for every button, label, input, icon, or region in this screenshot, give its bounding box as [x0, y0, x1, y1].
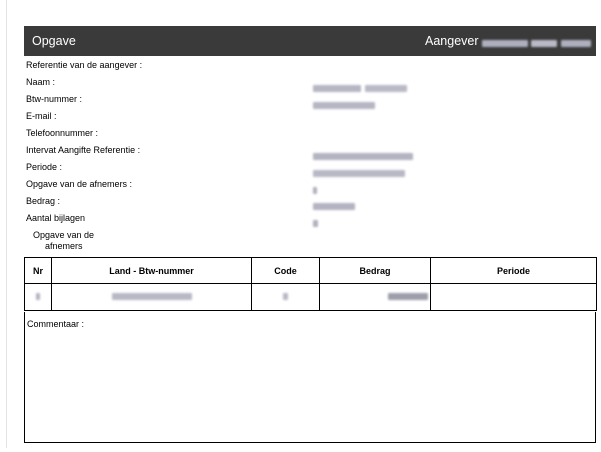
- field-value-bijlagen-redacted: [313, 214, 318, 222]
- aangever-label: Aangever: [425, 34, 479, 48]
- afnemers-table-header-row: [25, 258, 597, 284]
- comment-label: Commentaar :: [27, 319, 85, 329]
- field-label-naam: Naam :: [26, 77, 56, 87]
- aangever-value-redacted: [482, 36, 594, 50]
- comment-box: [24, 312, 596, 443]
- field-value-opgave-redacted: [313, 181, 317, 189]
- field-label-opgave-afnemers: Opgave van de afnemers :: [26, 179, 133, 189]
- afnemers-table: [24, 257, 597, 311]
- field-label-aantal-bijlagen: Aantal bijlagen: [26, 213, 86, 223]
- column-header-bedrag: Bedrag: [320, 258, 431, 284]
- field-value-periode-redacted: [313, 164, 405, 172]
- column-header-land-btw: Land - Btw-nummer: [52, 258, 252, 284]
- page-left-rule: [6, 0, 7, 448]
- reference-title: Referentie van de aangever :: [26, 60, 143, 70]
- field-value-intervat-redacted: [313, 147, 413, 155]
- cell-land-btw-redacted: [52, 284, 252, 311]
- field-label-telefoonnummer: Telefoonnummer :: [26, 128, 99, 138]
- cell-code-redacted: [252, 284, 320, 311]
- field-value-naam-redacted: [313, 79, 407, 87]
- column-header-code: Code: [252, 258, 320, 284]
- document-header: [24, 26, 596, 56]
- field-value-btw-redacted: [313, 96, 375, 104]
- table-row: [25, 284, 597, 311]
- field-label-intervat-referentie: Intervat Aangifte Referentie :: [26, 145, 141, 155]
- column-header-nr: Nr: [25, 258, 52, 284]
- cell-bedrag-redacted: [320, 284, 431, 311]
- cell-nr-redacted: [25, 284, 52, 311]
- field-label-periode: Periode :: [26, 162, 63, 172]
- document-title: Opgave: [32, 34, 76, 48]
- afnemers-heading: Opgave van de afnemers: [33, 230, 95, 251]
- field-label-bedrag: Bedrag :: [26, 196, 61, 206]
- cell-periode-empty: [431, 284, 597, 311]
- column-header-periode: Periode: [431, 258, 597, 284]
- field-value-bedrag-redacted: [313, 197, 355, 205]
- field-label-btw-nummer: Btw-nummer :: [26, 94, 83, 104]
- field-label-email: E-mail :: [26, 111, 57, 121]
